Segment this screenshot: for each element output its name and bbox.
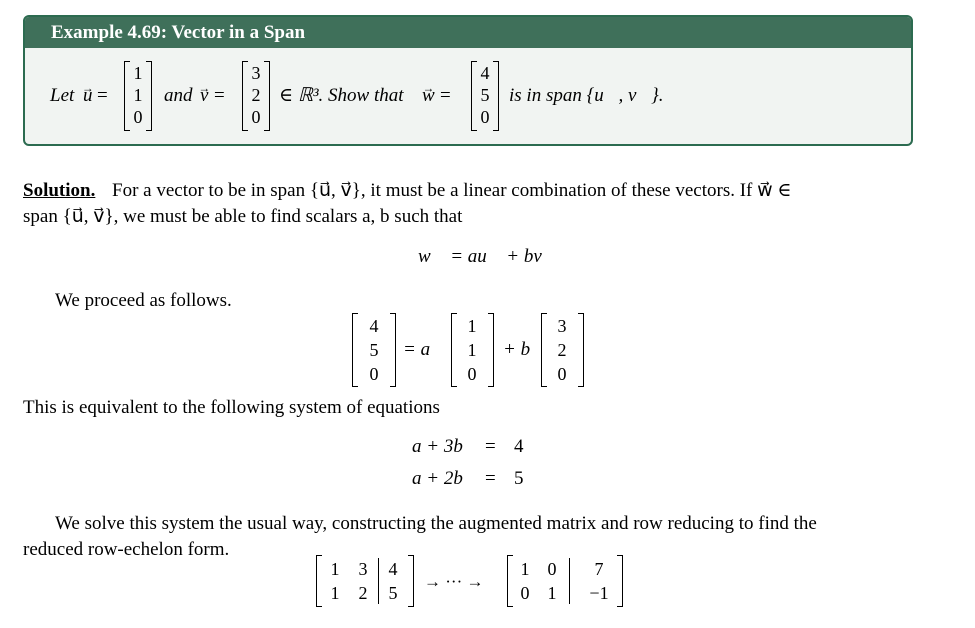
- row-reduce-arrow: → ··· →: [424, 572, 484, 591]
- col-v-cell: 3: [557, 316, 567, 336]
- col-w-cell: 5: [369, 340, 379, 360]
- col-v-cell: 2: [557, 340, 567, 360]
- matrix-u-cell: 1: [133, 85, 143, 105]
- col-u-cell: 1: [467, 316, 477, 336]
- example-eq1: =: [97, 85, 108, 106]
- example-in-r3: ∈ ℝ³. Show that: [279, 85, 404, 106]
- example-eq2: =: [214, 85, 225, 106]
- example-tail: is in span {u⃗, v⃗}.: [509, 85, 664, 106]
- matrix-w-cell: 0: [480, 107, 490, 127]
- system-rhs: 4: [514, 436, 524, 457]
- equation-w-combination: w⃗ = au⃗ + bv⃗: [418, 246, 557, 267]
- solution-line1: For a vector to be in span {u⃗, v⃗}, it must be a linear combination of these vectors. If w⃗ ∈: [112, 180, 792, 201]
- aug2-cell: 1: [520, 559, 530, 579]
- system-lhs: a + 2b: [412, 468, 463, 489]
- system-eq: =: [485, 468, 496, 489]
- example-and: and: [164, 85, 193, 106]
- col-w-cell: 0: [369, 364, 379, 384]
- matrix-w-cell: 4: [480, 63, 490, 83]
- solve-line1: We solve this system the usual way, constructing the augmented matrix and row reducing to find the: [55, 513, 817, 534]
- example-eq3: =: [440, 85, 451, 106]
- aug1-cell: 4: [388, 559, 398, 579]
- system-lhs: a + 3b: [412, 436, 463, 457]
- aug2-cell: 1: [547, 583, 557, 603]
- aug1-cell: 1: [330, 583, 340, 603]
- aug1-cell: 1: [330, 559, 340, 579]
- example-u-symbol: u →: [83, 85, 93, 107]
- system-eq: =: [485, 436, 496, 457]
- aug1-cell: 2: [358, 583, 368, 603]
- aug2-cell: −1: [589, 583, 609, 603]
- example-v-symbol: v →: [200, 85, 208, 107]
- aug2-cell: 7: [594, 559, 604, 579]
- solution-line2: span {u⃗, v⃗}, we must be able to find scalars a, b such that: [23, 206, 463, 227]
- example-w-symbol: w →: [422, 85, 435, 107]
- col-v-cell: 0: [557, 364, 567, 384]
- solve-line2: reduced row-echelon form.: [23, 539, 230, 560]
- system-rhs: 5: [514, 468, 524, 489]
- matrix-v-cell: 2: [251, 85, 261, 105]
- matrix-v-cell: 0: [251, 107, 261, 127]
- col-u-cell: 0: [467, 364, 477, 384]
- eq-a: = a: [403, 339, 431, 360]
- aug1-cell: 3: [358, 559, 368, 579]
- matrix-u-cell: 1: [133, 63, 143, 83]
- solution-label: Solution.: [23, 180, 96, 201]
- plus-b: + b: [503, 339, 531, 360]
- equiv-text: This is equivalent to the following system of equations: [23, 397, 440, 418]
- matrix-v-cell: 3: [251, 63, 261, 83]
- example-let: Let: [50, 85, 75, 106]
- aug2-cell: 0: [547, 559, 557, 579]
- example-header: Example 4.69: Vector in a Span: [25, 17, 911, 48]
- example-box: [23, 15, 913, 146]
- matrix-w-cell: 5: [480, 85, 490, 105]
- matrix-u-cell: 0: [133, 107, 143, 127]
- proceed-text: We proceed as follows.: [55, 290, 232, 311]
- aug2-cell: 0: [520, 583, 530, 603]
- col-w-cell: 4: [369, 316, 379, 336]
- col-u-cell: 1: [467, 340, 477, 360]
- aug1-cell: 5: [388, 583, 398, 603]
